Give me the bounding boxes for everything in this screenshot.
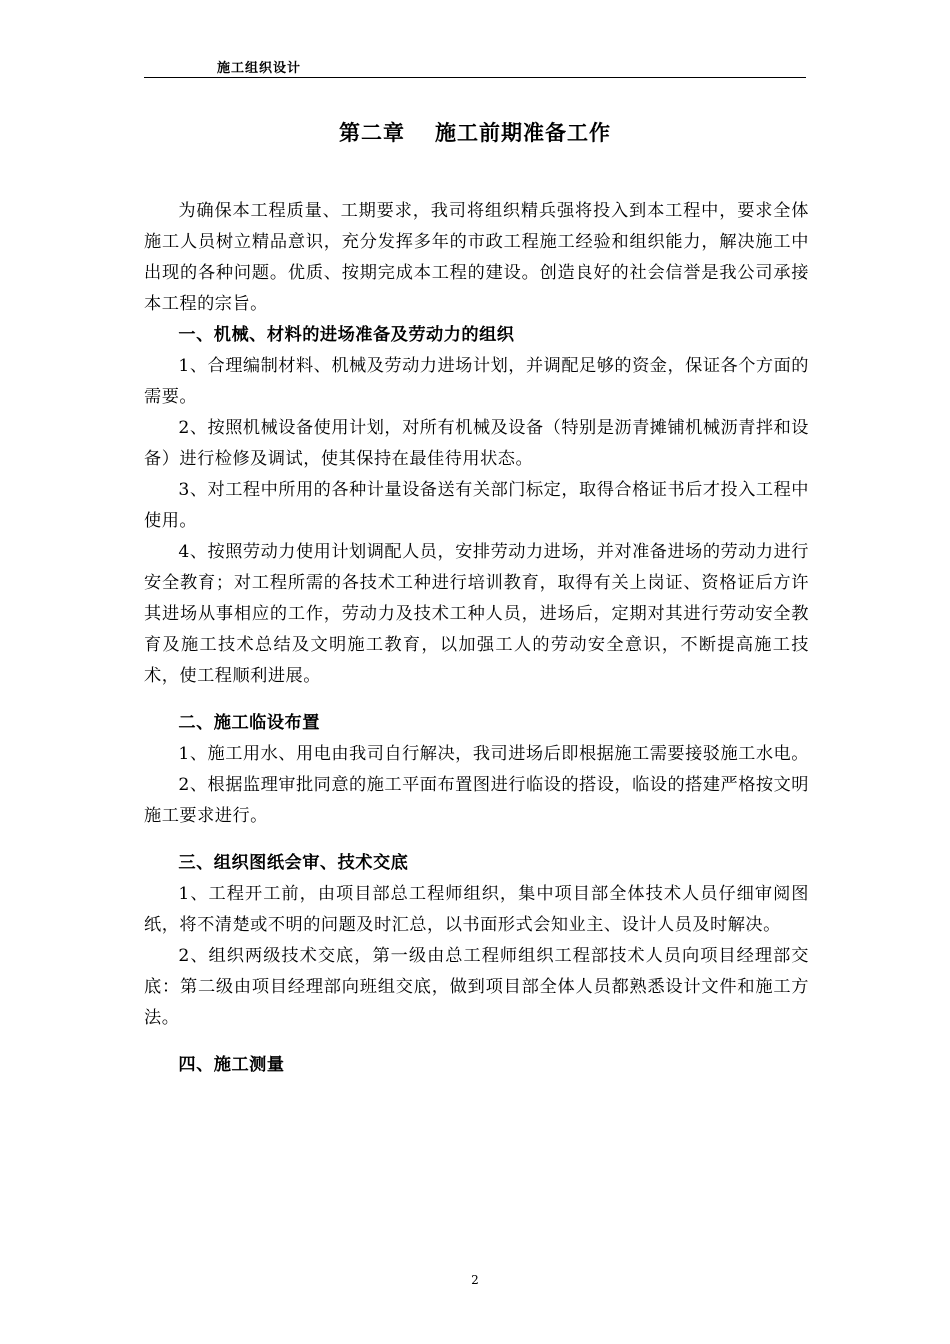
section-heading: 二、施工临设布置 bbox=[178, 713, 320, 733]
chapter-name: 施工前期准备工作 bbox=[435, 121, 611, 145]
section-paragraph: 1、合理编制材料、机械及劳动力进场计划，并调配足够的资金，保证各个方面的需要。 bbox=[144, 356, 809, 407]
section-heading: 一、机械、材料的进场准备及劳动力的组织 bbox=[178, 325, 515, 345]
chapter-title bbox=[0, 117, 950, 147]
page-number: 2 bbox=[471, 1273, 479, 1287]
section-paragraph: 1、施工用水、用电由我司自行解决，我司进场后即根据施工需要接驳施工水电。 bbox=[178, 744, 809, 764]
page-header bbox=[144, 57, 806, 78]
document-body bbox=[144, 196, 809, 1081]
chapter-number: 第二章 bbox=[339, 121, 405, 145]
intro-paragraph: 为确保本工程质量、工期要求，我司将组织精兵强将投入到本工程中，要求全体施工人员树立精品意识，充分发挥多年的市政工程施工经验和组织能力，解决施工中出现的各种问题。优质、按期完成本工程的建设。创造良好的社会信誉是我公司承接本工程的宗旨。 bbox=[144, 201, 809, 314]
section-paragraph: 4、按照劳动力使用计划调配人员，安排劳动力进场，并对准备进场的劳动力进行安全教育；对工程所需的各技术工种进行培训教育，取得有关上岗证、资格证后方许其进场从事相应的工作，劳动力及技术工种人员，进场后，定期对其进行劳动安全教育及施工技术总结及文明施工教育，以加强工人的劳动安全意识，不断提高施工技术，使工程顺利进展。 bbox=[144, 542, 809, 686]
section-heading: 三、组织图纸会审、技术交底 bbox=[178, 853, 409, 873]
section-paragraph: 2、按照机械设备使用计划，对所有机械及设备（特别是沥青摊铺机械沥青拌和设备）进行检修及调试，使其保持在最佳待用状态。 bbox=[144, 418, 809, 469]
section-paragraph: 1、工程开工前，由项目部总工程师组织，集中项目部全体技术人员仔细审阅图纸，将不清楚或不明的问题及时汇总，以书面形式会知业主、设计人员及时解决。 bbox=[144, 884, 809, 935]
section-paragraph: 2、组织两级技术交底，第一级由总工程师组织工程部技术人员向项目经理部交底：第二级由项目经理部向班组交底，做到项目部全体人员都熟悉设计文件和施工方法。 bbox=[144, 946, 809, 1028]
section-paragraph: 2、根据监理审批同意的施工平面布置图进行临设的搭设，临设的搭建严格按文明施工要求进行。 bbox=[144, 775, 809, 826]
section-heading: 四、施工测量 bbox=[178, 1055, 285, 1075]
section-paragraph: 3、对工程中所用的各种计量设备送有关部门标定，取得合格证书后才投入工程中使用。 bbox=[144, 480, 809, 531]
header-title: 施工组织设计 bbox=[217, 61, 302, 76]
